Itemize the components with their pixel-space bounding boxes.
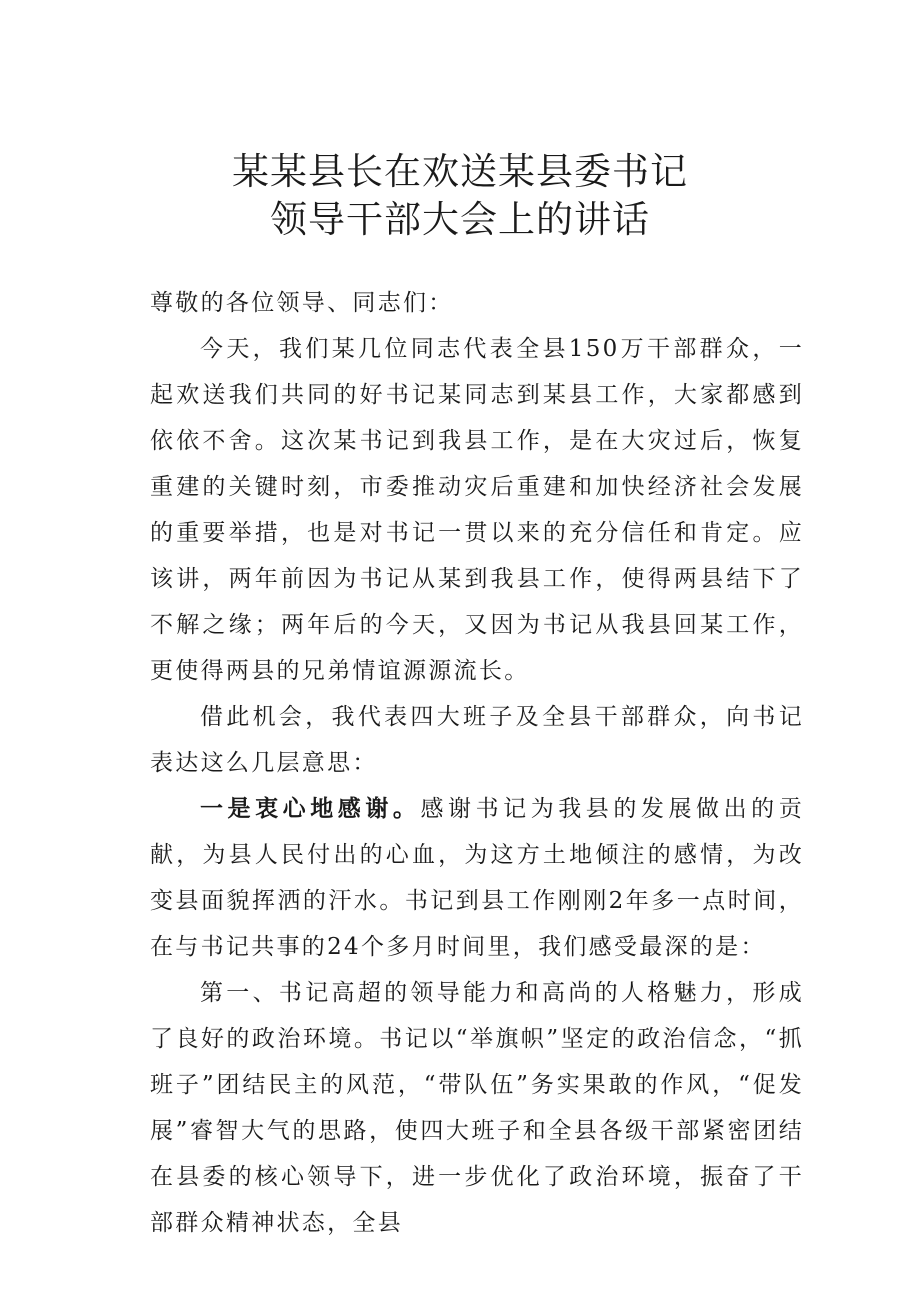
paragraph-1: 今天，我们某几位同志代表全县150万干部群众，一起欢送我们共同的好书记某同志到某县工作，大家都感到依依不舍。这次某书记到我县工作，是在大灾过后，恢复重建的关键时刻，市委推动灾后重建和加快经济社会发展的重要举措，也是对书记一贯以来的充分信任和肯定。应该讲，两年前因为书记从某到我县工作，使得两县结下了不解之缘；两年后的今天，又因为书记从我县回某工作，更使得两县的兄弟情谊源源流长。 (150, 336, 804, 684)
paragraph-2: 借此机会，我代表四大班子及全县干部群众，向书记表达这么几层意思： (150, 704, 804, 776)
paragraph-3-lead: 一是衷心地感谢。 (200, 795, 421, 822)
paragraph-3-text: 感谢书记为我县的发展做出的贡献，为县人民付出的心血，为这方土地倾注的感情，为改变县面貌挥洒的汗水。书记到县工作刚刚2年多一点时间，在与书记共事的24个多月时间里，我们感受最深的是： (150, 796, 805, 960)
document-title-line-1: 某某县长在欢送某县委书记 (232, 150, 688, 193)
paragraph-4: 第一、书记高超的领导能力和高尚的人格魅力，形成了良好的政治环境。书记以“举旗帜”坚定的政治信念，“抓班子”团结民主的风范，“带队伍”务实果敢的作风，“促发展”睿智大气的思路，使四大班子和全县各级干部紧密团结在县委的核心领导下，进一步优化了政治环境，振奋了干部群众精神状态，全县 (150, 980, 804, 1236)
salutation: 尊敬的各位领导、同志们： (150, 290, 454, 316)
document-title-line-2: 领导干部大会上的讲话 (270, 198, 650, 241)
document-body (150, 280, 804, 1246)
paragraph-3 (150, 786, 804, 970)
